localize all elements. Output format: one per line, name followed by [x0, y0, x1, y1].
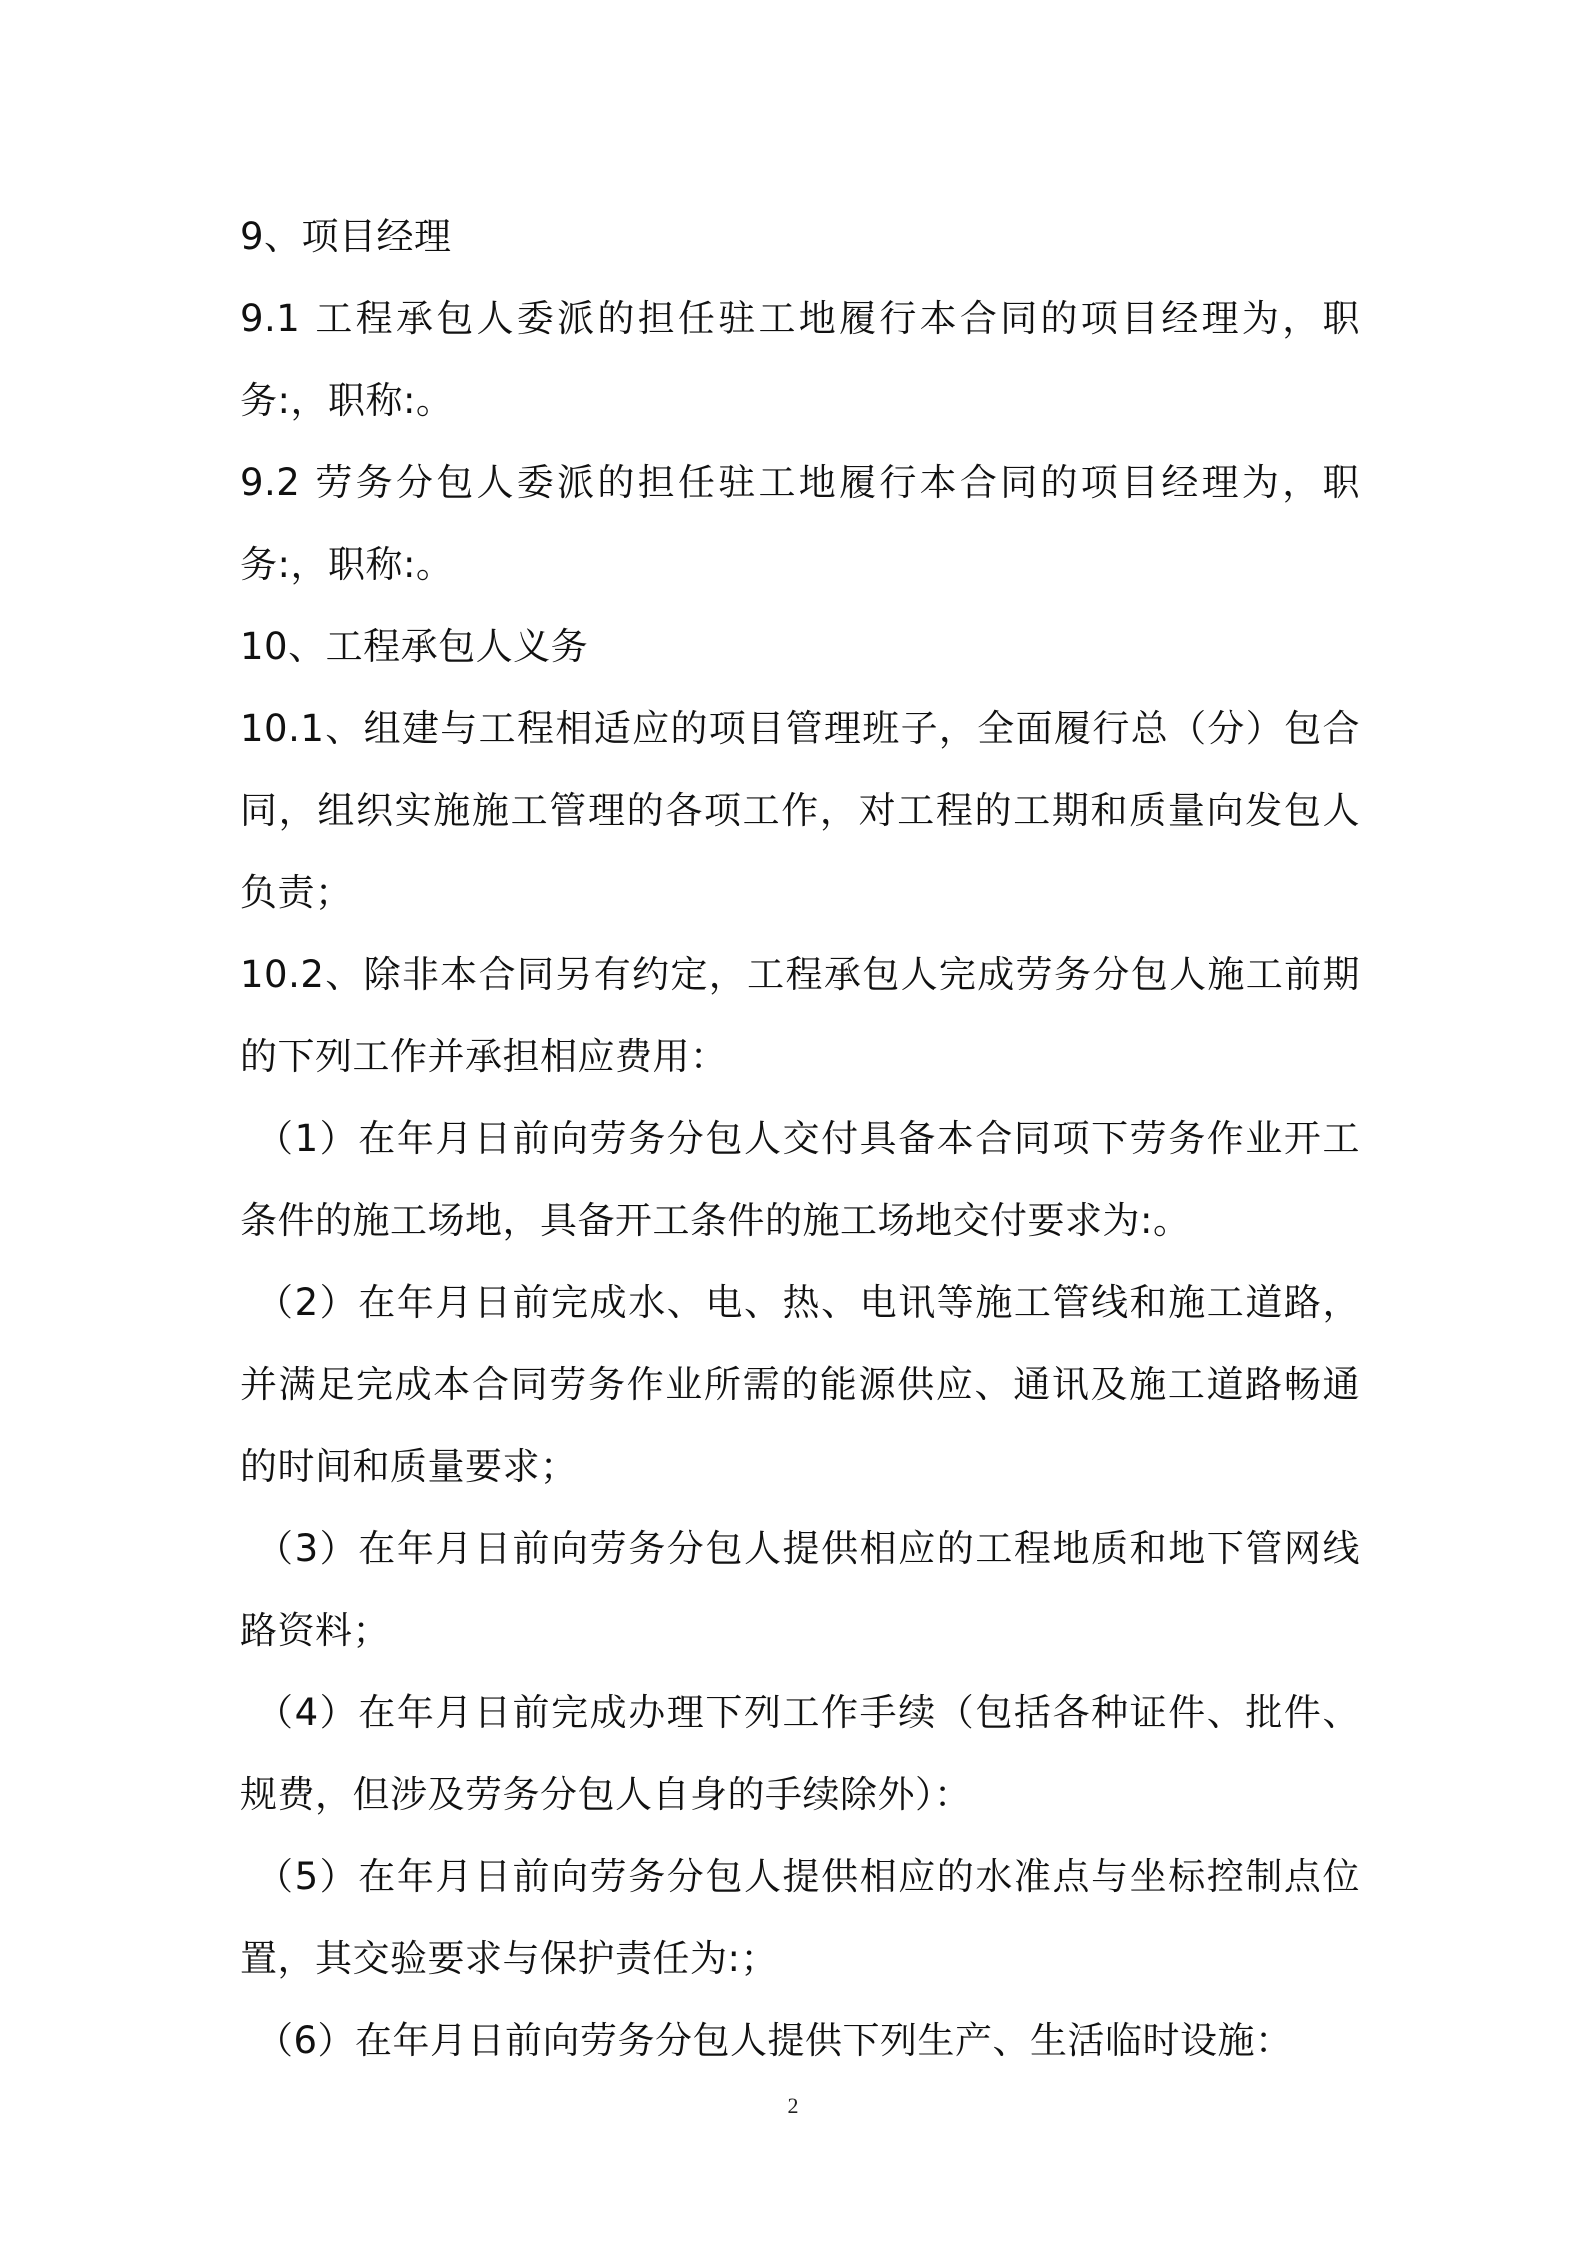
clause-10-1: 10.1、组建与工程相适应的项目管理班子，全面履行总（分）包合同，组织实施施工管理的各项工作，对工程的工期和质量向发包人负责；	[240, 707, 1360, 914]
clause-9-2: 9.2 劳务分包人委派的担任驻工地履行本合同的项目经理为，职务:，职称:。	[240, 461, 1360, 586]
list-item-4: （4）在年月日前完成办理下列工作手续（包括各种证件、批件、规费，但涉及劳务分包人自身的手续除外）：	[240, 1691, 1360, 1816]
list-item-2: （2）在年月日前完成水、电、热、电讯等施工管线和施工道路，并满足完成本合同劳务作业所需的能源供应、通讯及施工道路畅通的时间和质量要求；	[240, 1281, 1360, 1488]
list-item-6: （6）在年月日前向劳务分包人提供下列生产、生活临时设施：	[256, 2019, 1293, 2062]
document-body	[240, 196, 1360, 2082]
section-heading-project-manager: 9、项目经理	[240, 215, 452, 258]
clause-10-2: 10.2、除非本合同另有约定，工程承包人完成劳务分包人施工前期的下列工作并承担相应费用：	[240, 953, 1360, 1078]
list-item-3: （3）在年月日前向劳务分包人提供相应的工程地质和地下管网线路资料；	[240, 1527, 1360, 1652]
clause-9-1: 9.1 工程承包人委派的担任驻工地履行本合同的项目经理为，职务:，职称:。	[240, 297, 1360, 422]
section-heading-contractor-obligations: 10、工程承包人义务	[240, 625, 589, 668]
list-item-1: （1）在年月日前向劳务分包人交付具备本合同项下劳务作业开工条件的施工场地，具备开工条件的施工场地交付要求为:。	[240, 1117, 1360, 1242]
page-number: 2	[787, 2093, 799, 2118]
list-item-5: （5）在年月日前向劳务分包人提供相应的水准点与坐标控制点位置，其交验要求与保护责任为:；	[240, 1855, 1360, 1980]
